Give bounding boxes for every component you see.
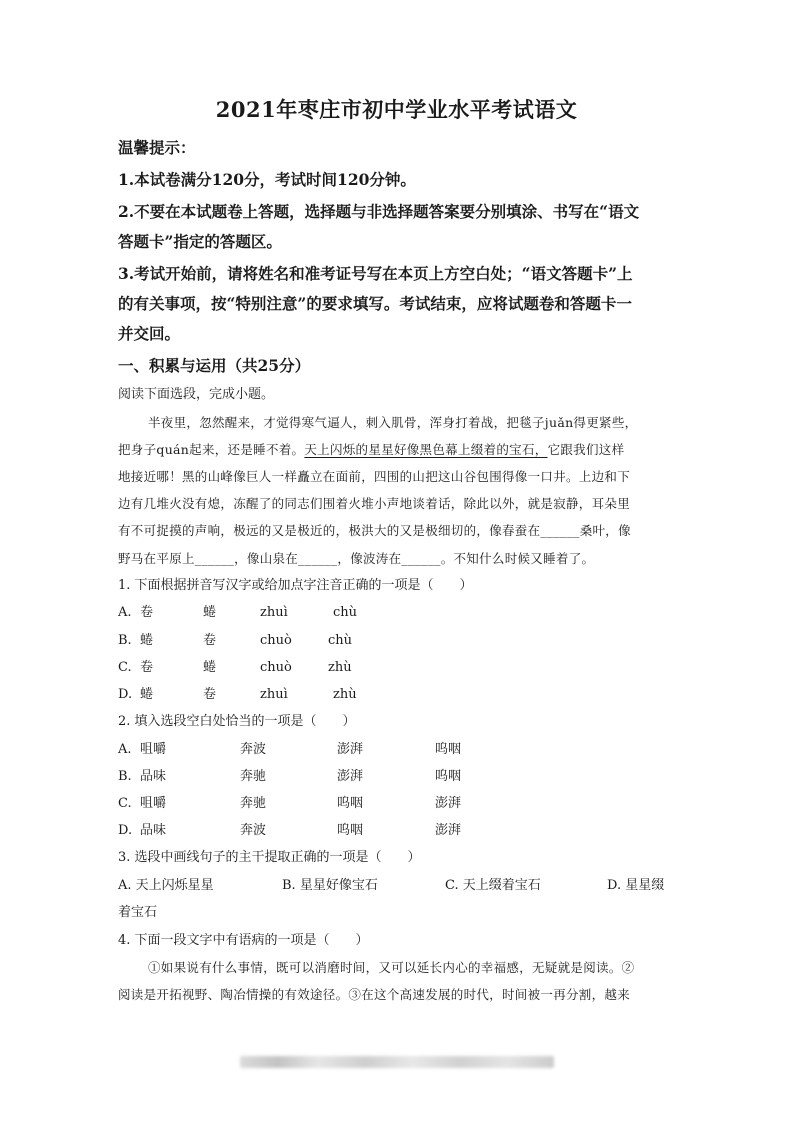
option-value-4: zhù xyxy=(333,687,357,702)
option-label: A. xyxy=(118,742,132,757)
blurred-footer xyxy=(240,1056,554,1068)
option-value-1: 卷 xyxy=(140,605,154,620)
option-value-1: 品味 xyxy=(140,769,167,784)
tip-2-line-1: 2.不要在本试题卷上答题，选择题与非选择题答案要分别填涂、书写在“语文 xyxy=(118,202,640,221)
option-value-4: 呜咽 xyxy=(435,742,462,757)
option-value-4: 澎湃 xyxy=(435,796,462,811)
option-value-3: 呜咽 xyxy=(337,823,364,838)
option-value-1: 蜷 xyxy=(140,687,154,702)
option-value-1: 品味 xyxy=(140,823,167,838)
option-label: C. xyxy=(118,660,132,675)
option-value-3: 澎湃 xyxy=(337,742,364,757)
q3-option-b[interactable]: B. 星星好像宝石 xyxy=(282,878,378,893)
q3-option-d[interactable]: D. 星星缀 xyxy=(607,878,665,893)
passage-line-3: 地接近哪！黑的山峰像巨人一样矗立在面前，四围的山把这山谷包围得像一口井。上边和下 xyxy=(118,469,631,484)
option-value-4: 澎湃 xyxy=(435,823,462,838)
passage-line-1: 半夜里，忽然醒来，才觉得寒气逼人，刺入肌骨，浑身打着战，把毯子juǎn得更紧些， xyxy=(148,415,638,430)
tip-3-line-2: 的有关事项，按“特别注意”的要求填写。考试结束，应将试题卷和答题卡一 xyxy=(118,294,632,313)
option-label: B. xyxy=(118,769,132,784)
tip-2-line-2: 答题卡”指定的答题区。 xyxy=(118,232,282,251)
option-value-4: chù xyxy=(328,633,353,648)
option-value-3: zhuì xyxy=(260,605,288,620)
option-label: D. xyxy=(118,687,133,702)
option-value-3: zhuì xyxy=(260,687,288,702)
passage-line-5: 有不可捉摸的声响，极远的又是极近的，极洪大的又是极细切的，像春蚕在______桑叶，像 xyxy=(118,523,631,538)
option-value-4: chù xyxy=(333,605,358,620)
passage-line-2-start: 把身子quán起来，还是睡不着。 xyxy=(118,442,305,457)
option-value-4: 呜咽 xyxy=(435,769,462,784)
tip-1: 1.本试卷满分120分，考试时间120分钟。 xyxy=(118,170,416,189)
option-value-2: 蜷 xyxy=(203,660,217,675)
q2-stem: 2. 填入选段空白处恰当的一项是（ ） xyxy=(118,714,356,729)
option-value-3: 澎湃 xyxy=(337,769,364,784)
option-label: B. xyxy=(118,633,132,648)
option-value-2: 卷 xyxy=(203,687,217,702)
passage-line-4: 边有几堆火没有熄，冻醒了的同志们围着火堆小声地谈着话，除此以外，就是寂静，耳朵里 xyxy=(118,496,631,511)
q4-stem: 4. 下面一段文字中有语病的一项是（ ） xyxy=(118,933,369,948)
q4-text-line-2: 阅读是开拓视野、陶冶情操的有效途径。③在这个高速发展的时代，时间被一再分割，越来 xyxy=(118,987,631,1002)
passage-line-2 xyxy=(118,440,678,460)
option-value-1: 咀嚼 xyxy=(140,742,167,757)
q4-text-line-1: ①如果说有什么事情，既可以消磨时间，又可以延长内心的幸福感，无疑就是阅读。② xyxy=(148,960,635,975)
option-value-2: 奔波 xyxy=(240,742,267,757)
option-value-4: zhù xyxy=(328,660,352,675)
option-label: C. xyxy=(118,796,132,811)
passage-line-6: 野马在平原上______，像山泉在______，像波涛在______。不知什么时候又睡着了。 xyxy=(118,551,595,566)
option-value-2: 奔驰 xyxy=(240,769,267,784)
option-value-1: 蜷 xyxy=(140,633,154,648)
underlined-sentence: 天上闪烁的星星好像黑色幕上缀着的宝石， xyxy=(304,442,548,457)
q3-option-d-continued: 着宝石 xyxy=(118,905,158,920)
section-heading: 一、积累与运用（共25分） xyxy=(118,356,311,375)
option-value-3: chuò xyxy=(260,660,292,675)
passage-line-2-end: 它跟我们这样 xyxy=(547,442,625,457)
option-value-1: 卷 xyxy=(140,660,154,675)
option-value-2: 奔波 xyxy=(240,823,267,838)
option-value-1: 咀嚼 xyxy=(140,796,167,811)
reading-instruction: 阅读下面选段，完成小题。 xyxy=(118,387,275,402)
tip-3-line-3: 并交回。 xyxy=(118,324,181,343)
option-value-3: chuò xyxy=(260,633,292,648)
page-title: 2021年枣庄市初中学业水平考试语文 xyxy=(215,97,578,122)
q3-stem: 3. 选段中画线句子的主干提取正确的一项是（ ） xyxy=(118,850,421,865)
q3-option-c[interactable]: C. 天上缀着宝石 xyxy=(445,878,541,893)
option-value-2: 奔驰 xyxy=(240,796,267,811)
tip-3-line-1: 3.考试开始前，请将姓名和准考证号写在本页上方空白处；“语文答题卡”上 xyxy=(118,264,633,283)
option-value-2: 蜷 xyxy=(203,605,217,620)
tips-heading: 温馨提示： xyxy=(118,138,196,157)
option-label: D. xyxy=(118,823,133,838)
option-value-2: 卷 xyxy=(203,633,217,648)
q1-stem: 1. 下面根据拼音写汉字或给加点字注音正确的一项是（ ） xyxy=(118,578,473,593)
option-value-3: 呜咽 xyxy=(337,796,364,811)
q3-option-a[interactable]: A. 天上闪烁星星 xyxy=(118,878,214,893)
option-label: A. xyxy=(118,605,132,620)
